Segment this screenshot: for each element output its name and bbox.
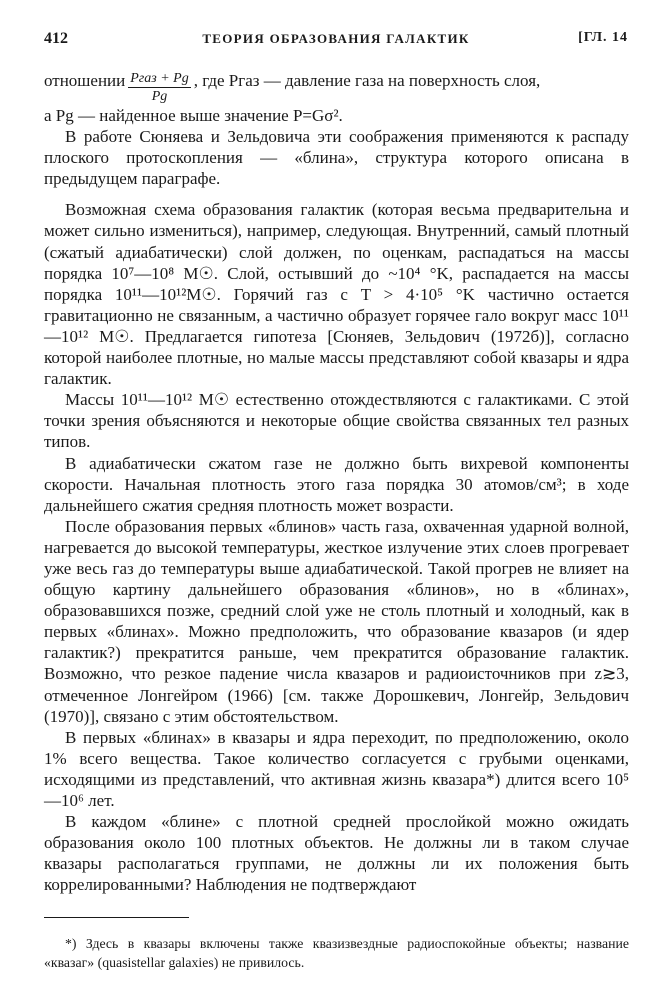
footnote-text: *) Здесь в квазары включены также квазизвездные радиоспокойные объекты; название «квазаг» (quasistellar galaxies) не привилось. [44, 936, 629, 970]
pressure-ratio-fraction [128, 70, 190, 105]
footnote-divider [44, 917, 189, 918]
page-header [44, 30, 628, 50]
paragraph-5: После образования первых «блинов» часть газа, охваченная ударной волной, нагревается до высокой температуры, жесткое излучение этих слоев прогревает уже весь газ до температуры выше адиабатической. Такой прогрев не влияет на общую картину дальнейшего образования «блинов», но в «блинах», образовавшихся позже, средний слой уже не столь плотный и холодный, как в первых «блинах». Можно предположить, что образование квазаров (и ядер галактик?) прекратится раньше, чем прекратится образование галактик. Возможно, что резкое падение числа квазаров и радиоисточников при z≳3, отмеченное Лонгейром (1966) [см. также Дорошкевич, Лонгейр, Зельдович (1970)], связано с этим обстоятельством. [44, 516, 629, 726]
page-body [44, 70, 629, 895]
paragraph-3: Массы 10¹¹—10¹² M☉ естественно отождествляются с галактиками. С этой точки зрения объясняются и некоторые общие свойства связанных тел разных типов. [44, 390, 629, 452]
chapter-label: [ГЛ. 14 [578, 30, 628, 45]
paragraph-2: Возможная схема образования галактик (которая весьма предварительна и может сильно измениться), например, следующая. Внутренний, самый плотный (сжатый адиабатически) слой должен, по оценкам, распадаться на массы порядка 10⁷—10⁸ M☉. Слой, остывший до ~10⁴ °K, распадается на массы порядка 10¹¹—10¹²M☉. Горячий газ с T > 4·10⁵ °K частично остается гравитационно не связанным, а частично образует горячее гало вокруг масс 10¹¹—10¹² M☉. Предлагается гипотеза [Сюняев, Зельдович (1972б)], согласно которой наиболее плотные, но малые массы представляют собой квазары и ядра галактик. [44, 200, 629, 389]
footnote [44, 934, 629, 972]
formula-trail-text: , где Pгаз — давление газа на поверхность слоя, [193, 71, 541, 90]
fraction-denominator: Pg [151, 89, 168, 104]
page-number: 412 [44, 30, 68, 47]
paragraph-7: В каждом «блине» с плотной средней прослойкой можно ожидать образования около 100 плотных объектов. Не должны ли в таком случае квазары располагаться группами, не должны ли их положения быть коррелированными? Наблюдения не подтверждают [44, 812, 629, 895]
fraction-numerator: Pгаз + Pg [130, 71, 189, 86]
continuation-line: а Pg — найденное выше значение P=Gσ². [44, 106, 343, 125]
paragraph-4: В адиабатически сжатом газе не должно быть вихревой компоненты скорости. Начальная плотность этого газа порядка 30 атомов/см³; в ходе дальнейшего сжатия средняя плотность может возрасти. [44, 453, 629, 515]
formula-lead-text: отношении [44, 71, 126, 90]
formula-line [44, 70, 629, 105]
paragraph-6: В первых «блинах» в квазары и ядра переходит, по предположению, около 1% всего вещества. Такое количество согласуется с грубыми оценками, исходящими из представлений, что активная жизнь квазара*) длится всего 10⁵—10⁶ лет. [44, 727, 629, 810]
paragraph-1: В работе Сюняева и Зельдовича эти соображения применяются к распаду плоского протоскопления — «блина», структура которого описана в предыдущем параграфе. [44, 127, 629, 189]
running-title: ТЕОРИЯ ОБРАЗОВАНИЯ ГАЛАКТИК [202, 31, 470, 46]
